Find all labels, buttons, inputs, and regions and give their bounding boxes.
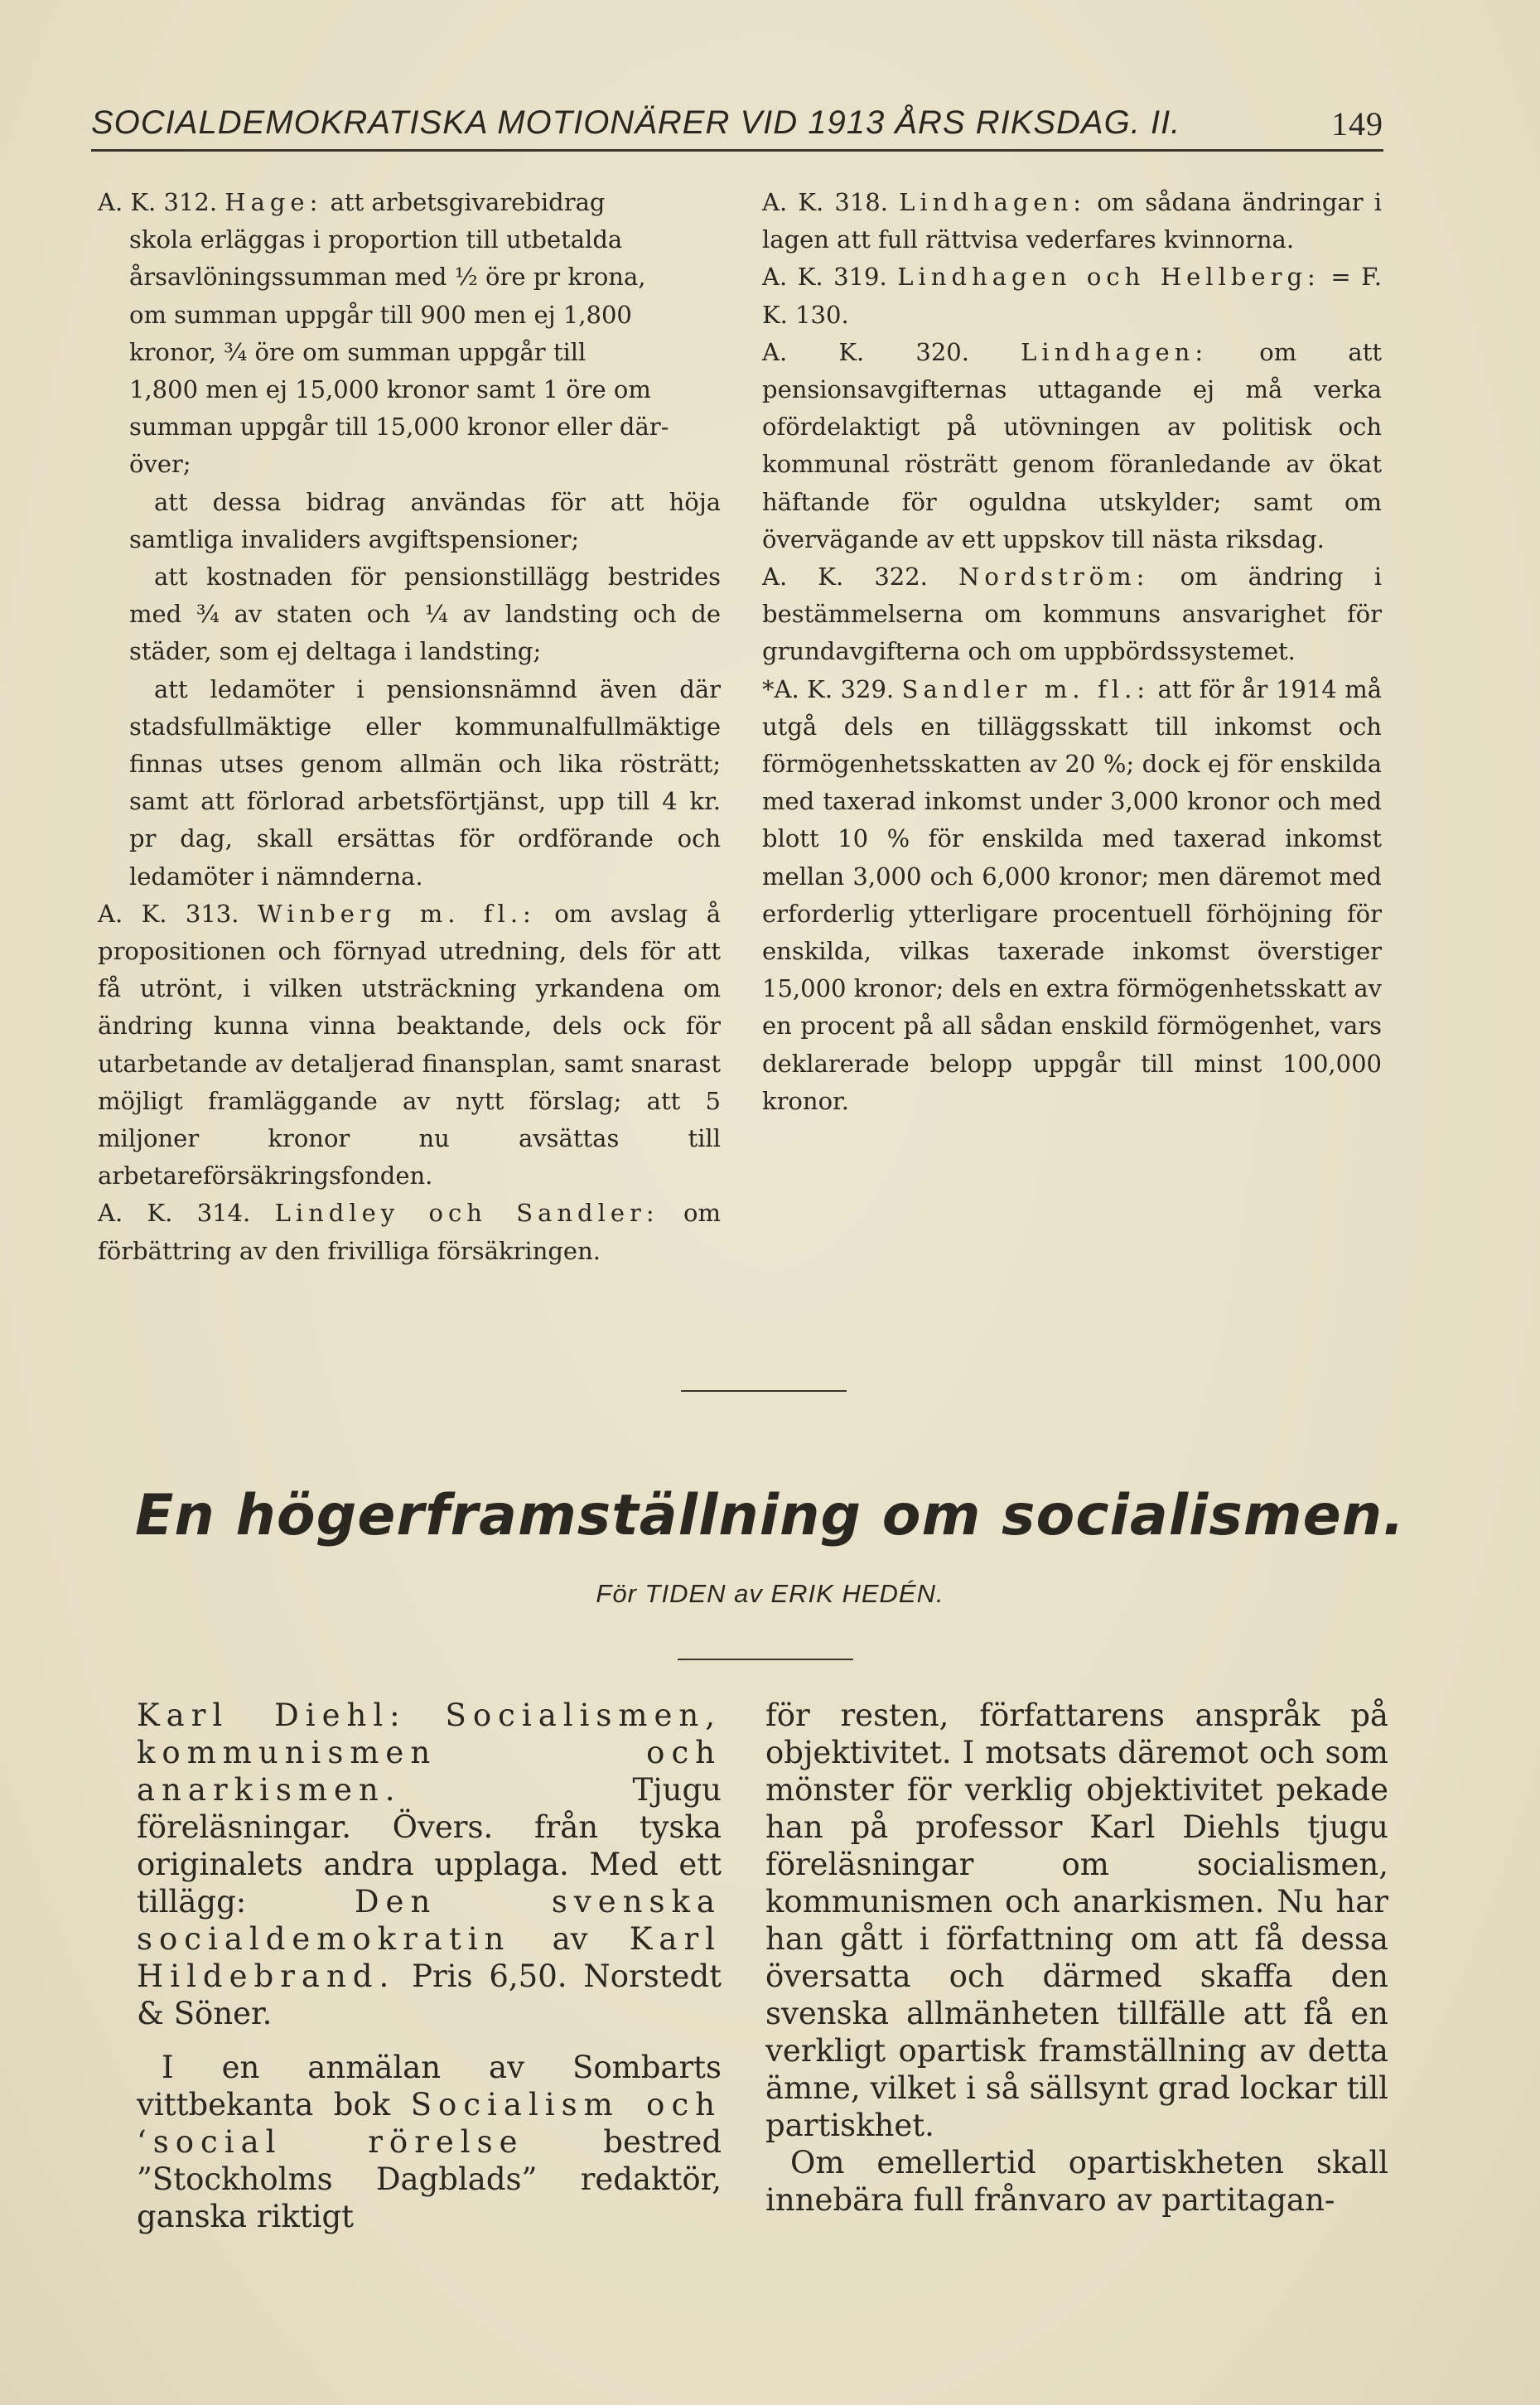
page-number: 149 <box>1331 105 1383 142</box>
book-reference <box>137 1697 722 2032</box>
motion-text: om att pensionsavgifternas uttagande ej må verka ofördelaktigt på utövningen av politisk och kommunal rösträtt genom föranledande av ökat häftande för oguldna utskylder; samt om övervägande av ett uppskov till nästa riksdag. <box>762 337 1383 553</box>
paragraph-text: bestred ”Stockholms Dagblads” redaktör, ganska riktigt <box>137 2124 722 2234</box>
motion-number: A. K. 312. <box>98 188 218 216</box>
article-right-column <box>765 1697 1388 2235</box>
motion-line: skola erläggas i proportion till utbetalda <box>129 225 623 254</box>
motion-text: om sådana ändringar i lagen att full rättvisa vederfares kvinnorna. <box>762 188 1383 254</box>
running-header <box>91 93 1383 151</box>
motion-text: om ändring i bestämmelserna om kommuns ansvarighet för grundavgifterna och om uppbördssystemet. <box>762 563 1382 666</box>
motion-312 <box>98 184 721 896</box>
motion-number: A. K. 322. <box>762 563 928 592</box>
motion-paragraph-text: att ledamöter i pensionsnämnd även där stadsfullmäktige eller kommunalfullmäktige finnas utses genom allmän och lika rösträtt; samt att förlorad arbetsförtjänst, upp till 4 kr. pr dag, skall ersättas för ordförande och ledamöter i nämnderna. <box>129 674 721 891</box>
section-divider <box>681 1390 847 1392</box>
book-price: Pris 6,50. Norstedt & Söner. <box>137 1958 722 2031</box>
motion-author: Hage: <box>224 188 323 216</box>
motion-text <box>98 221 721 483</box>
running-title: SOCIALDEMOKRATISKA MOTIONÄRER VID 1913 ÅRS RIKSDAG. II. <box>91 104 1181 141</box>
motion-number: A. K. 320. <box>762 337 969 366</box>
book-appendix: Den svenska socialdemokratin <box>137 1884 722 1957</box>
article-paragraph <box>137 2049 722 2235</box>
motion-319 <box>762 258 1382 333</box>
motion-author: Sandler m. fl.: <box>901 674 1151 703</box>
paragraph-text: I en anmälan av Sombarts vittbekanta bok <box>137 2050 722 2122</box>
motion-number: A. K. 314. <box>98 1199 251 1228</box>
motion-line: över; <box>129 450 191 479</box>
motion-318 <box>762 184 1382 258</box>
motion-number: *A. K. 329. <box>762 674 895 703</box>
motion-paragraph-text: att kostnaden för pensionstillägg bestrides med ¾ av staten och ¼ av landsting och de städer, som ej deltaga i landsting; <box>129 563 721 666</box>
article-paragraph: Om emellertid opartiskheten skall innebära full frånvaro av partitagan- <box>765 2145 1388 2218</box>
motion-line: om summan uppgår till 900 men ej 1,800 <box>129 300 632 329</box>
motion-text: om avslag å propositionen och förnyad utredning, dels för att få utrönt, i vilken utsträckning yrkandena om ändring kunna vinna beaktande, dels ock för utarbetande av detaljerad finansplan, samt snarast möjligt framläggande av nytt förslag; att 5 miljoner kronor nu avsättas till arbetareförsäkringsfonden. <box>98 899 722 1190</box>
motion-paragraph-text: att dessa bidrag användas för att höja samtliga invaliders avgiftspensioner; <box>129 487 721 553</box>
motion-322 <box>762 558 1382 671</box>
motion-320 <box>762 334 1382 558</box>
motion-329 <box>762 671 1382 1120</box>
book-appendix-av: av <box>552 1921 588 1957</box>
right-column-motions <box>762 184 1382 1120</box>
motion-line: att arbetsgivarebidrag <box>330 188 606 216</box>
motion-number: A. K. 319. <box>762 263 887 292</box>
motion-text: att för år 1914 må utgå dels en tilläggsskatt till inkomst och förmögenhetsskatten av 20 %; dock ej för enskilda med taxerad inkomst under 3,000 kronor och med blott 10 % för enskilda med taxerad inkomst mellan 3,000 och 6,000 kronor; men däremot med erforderlig ytterligare procentuell förhöjning för enskilda, vilkas taxerade inkomst överstiger 15,000 kronor; dels en extra förmögenhetsskatt av en procent på all sådan enskild förmögenhet, vars deklarerade belopp uppgår till minst 100,000 kronor. <box>762 674 1383 1115</box>
motion-line: årsavlöningssumman med ½ öre pr krona, <box>129 263 646 292</box>
motion-paragraph <box>98 484 721 896</box>
motion-number: A. K. 313. <box>98 899 239 928</box>
article-byline: För TIDEN av ERIK HEDÉN. <box>596 1579 944 1608</box>
header-rule <box>91 149 1383 152</box>
book-author: Karl Diehl: <box>137 1698 407 1733</box>
book-details: Tjugu föreläsningar. Övers. från tyska originalets andra upplaga. Med ett tillägg: <box>137 1772 722 1920</box>
byline-divider <box>678 1659 853 1660</box>
motion-author: Lindhagen: <box>1021 337 1209 366</box>
motion-text: = F. K. 130. <box>762 263 1383 329</box>
left-column-motions <box>98 184 721 1270</box>
article-headline: En högerframställning om socialismen. <box>134 1483 1406 1548</box>
motion-text: om förbättring av den frivilliga försäkringen. <box>98 1199 721 1265</box>
motion-line: summan uppgår till 15,000 kronor eller där- <box>129 413 669 442</box>
motion-314 <box>98 1195 721 1269</box>
cited-title: Socialism och ‘social rörelse <box>137 2087 722 2160</box>
motion-313 <box>98 896 721 1195</box>
article-paragraph: för resten, författarens anspråk på objektivitet. I motsats däremot och som mönster för verklig objektivitet pekade han på professor Karl Diehls tjugu föreläsningar om socialismen, kommunismen och anarkismen. Nu har han gått i författning om att få dessa översatta och därmed skaffa den svenska allmänheten tillfälle att få en verkligt opartisk framställning av detta ämne, vilket i så sällsynt grad lockar till partiskhet. <box>765 1698 1388 2143</box>
motion-author: Lindley och Sandler: <box>274 1199 659 1228</box>
motion-line: kronor, ¾ öre om summan uppgår till <box>129 337 587 366</box>
motion-number: A. K. 318. <box>762 188 888 216</box>
motion-author: Winberg m. fl.: <box>257 899 536 928</box>
motion-line: 1,800 men ej 15,000 kronor samt 1 öre om <box>129 375 651 404</box>
motion-author: Nordström: <box>958 563 1150 592</box>
book-appendix-author: Karl Hildebrand. <box>137 1921 722 1994</box>
motion-author: Lindhagen och Hellberg: <box>897 263 1320 292</box>
motion-author: Lindhagen: <box>899 188 1087 216</box>
article-left-column <box>137 1697 722 2252</box>
book-title: Socialismen, kommunismen och anarkismen. <box>137 1698 722 1808</box>
